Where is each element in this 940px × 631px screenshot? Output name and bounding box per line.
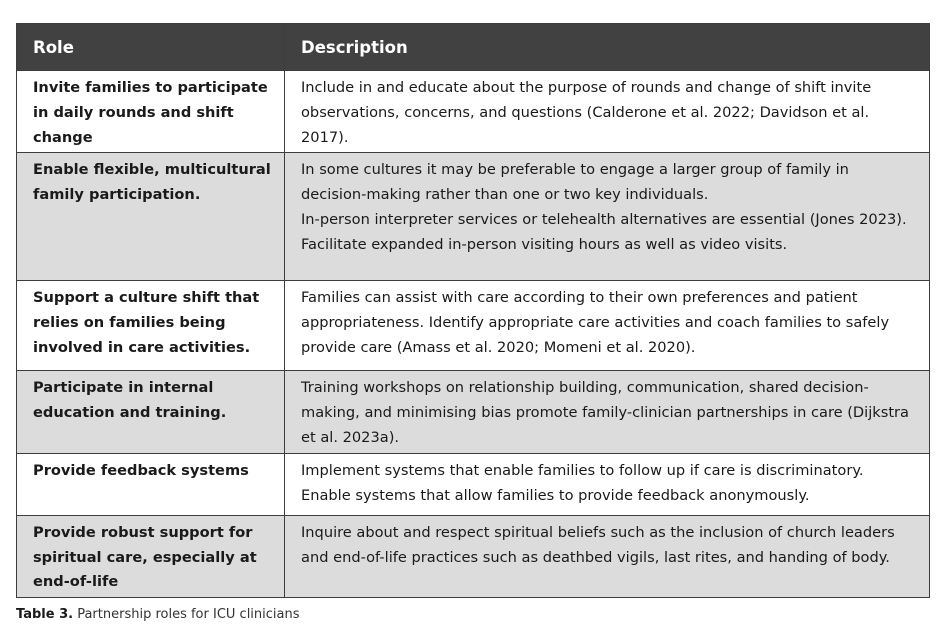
caption-label: Table 3.	[16, 607, 74, 622]
description-cell	[285, 281, 930, 371]
description-text: Inquire about and respect spiritual beliefs such as the inclusion of church leaders and end-of-life practices such as deathbed vigils, last rites, and handing of body.	[301, 523, 895, 566]
role-cell: Enable flexible, multicultural family participation.	[17, 153, 285, 281]
table-header-row	[17, 24, 930, 71]
description-cell	[285, 515, 930, 597]
description-cell	[285, 153, 930, 281]
table-row	[17, 453, 930, 515]
role-cell: Provide robust support for spiritual care, especially at end-of-life	[17, 515, 285, 597]
description-text: In some cultures it may be preferable to engage a larger group of family in decision-making rather than one or two key individuals.	[301, 161, 849, 204]
table-row	[17, 515, 930, 597]
description-text: Facilitate expanded in-person visiting hours as well as video visits.	[301, 235, 788, 253]
role-cell: Provide feedback systems	[17, 453, 285, 515]
role-cell: Participate in internal education and training.	[17, 371, 285, 453]
table-row	[17, 153, 930, 281]
role-cell: Support a culture shift that relies on families being involved in care activities.	[17, 281, 285, 371]
description-cell	[285, 71, 930, 153]
partnership-roles-table	[16, 23, 930, 598]
table-row	[17, 71, 930, 153]
description-text: Implement systems that enable families to follow up if care is discriminatory. Enable systems that allow families to provide feedback anonymously.	[301, 461, 864, 504]
description-cell	[285, 371, 930, 453]
description-text: Training workshops on relationship building, communication, shared decision-making, and minimising bias promote family-clinician partnerships in care (Dijkstra et al. 2023a).	[301, 379, 909, 446]
table-row	[17, 281, 930, 371]
description-text: Families can assist with care according to their own preferences and patient appropriateness. Identify appropriate care activities and coach families to safely provide care (Amass et al. 2020; Momeni et al. 2020).	[301, 289, 890, 356]
table-row	[17, 371, 930, 453]
description-text: Include in and educate about the purpose of rounds and change of shift invite observations, concerns, and questions (Calderone et al. 2022; Davidson et al. 2017).	[301, 79, 872, 146]
description-text: In-person interpreter services or telehealth alternatives are essential (Jones 2023).	[301, 210, 907, 228]
description-cell	[285, 453, 930, 515]
description-column-header: Description	[285, 24, 930, 71]
role-cell: Invite families to participate in daily rounds and shift change	[17, 71, 285, 153]
role-column-header: Role	[17, 24, 285, 71]
table-caption	[16, 607, 300, 622]
caption-text: Partnership roles for ICU clinicians	[77, 607, 300, 622]
